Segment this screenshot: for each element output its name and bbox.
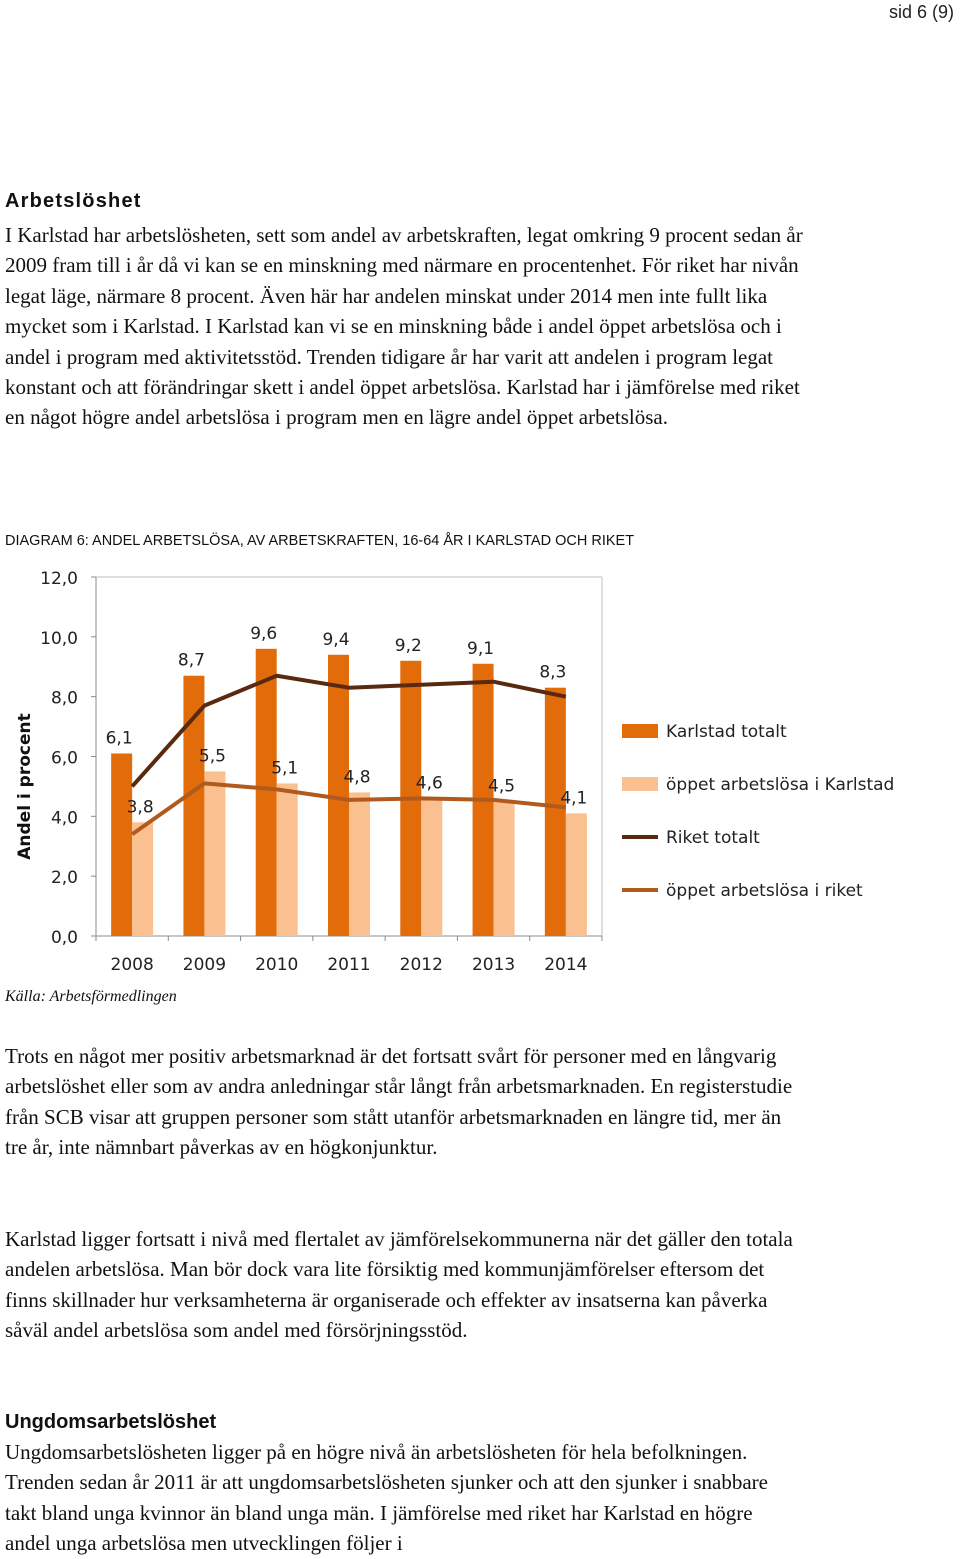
page-number: sid 6 (9) (888, 2, 954, 22)
bar-oppet-arbetslosa-karlstad (566, 813, 587, 936)
y-tick-label: 0,0 (50, 928, 78, 948)
data-label-oppet-arbetslosa-karlstad: 4,8 (343, 767, 371, 788)
x-tick-label: 2009 (182, 955, 227, 975)
legend-oppet-arbetslosa-karlstad-swatch (622, 777, 658, 791)
legend-karlstad-totalt-swatch (622, 724, 658, 738)
data-label-karlstad-totalt: 9,4 (322, 629, 350, 650)
x-tick-label: 2010 (255, 955, 299, 975)
data-label-oppet-arbetslosa-karlstad: 4,1 (560, 788, 588, 809)
bar-oppet-arbetslosa-karlstad (494, 801, 515, 936)
data-label-oppet-arbetslosa-karlstad: 3,8 (126, 797, 154, 818)
x-tick-label: 2012 (399, 955, 443, 975)
x-tick-label: 2008 (110, 955, 154, 975)
section-heading-arbetsloshet: Arbetslöshet (5, 190, 142, 212)
y-tick-label: 2,0 (50, 868, 78, 889)
x-tick-label: 2011 (327, 955, 371, 975)
figure-caption: DIAGRAM 6: ANDEL ARBETSLÖSA, AV ARBETSKRAFTEN, 16-64 ÅR I KARLSTAD OCH RIKET (5, 533, 635, 549)
unemployment-chart (0, 560, 930, 980)
section-heading-ungdom: Ungdomsarbetslöshet (5, 1411, 217, 1433)
y-tick-label: 6,0 (50, 748, 78, 769)
data-label-karlstad-totalt: 9,6 (250, 623, 278, 644)
data-label-oppet-arbetslosa-karlstad: 5,5 (198, 746, 226, 767)
bar-oppet-arbetslosa-karlstad (132, 822, 153, 936)
y-tick-label: 4,0 (50, 808, 78, 829)
bar-karlstad-totalt (545, 688, 566, 936)
bar-oppet-arbetslosa-karlstad (204, 771, 225, 936)
data-label-oppet-arbetslosa-karlstad: 4,6 (415, 773, 443, 794)
bar-oppet-arbetslosa-karlstad (277, 783, 298, 936)
data-label-karlstad-totalt: 9,1 (467, 638, 495, 659)
bar-oppet-arbetslosa-karlstad (349, 792, 370, 936)
x-tick-label: 2014 (544, 955, 588, 975)
y-tick-label: 8,0 (50, 688, 78, 709)
x-tick-label: 2013 (471, 955, 516, 975)
y-axis-title: Andel i procent (15, 713, 35, 860)
bar-oppet-arbetslosa-karlstad (421, 798, 442, 936)
data-label-karlstad-totalt: 8,7 (177, 650, 205, 671)
data-label-oppet-arbetslosa-karlstad: 4,5 (488, 776, 516, 797)
y-tick-label: 12,0 (40, 569, 78, 589)
legend-karlstad-totalt: Karlstad totalt (666, 722, 787, 742)
paragraph-arbetsloshet: I Karlstad har arbetslösheten, sett som andel av arbetskraften, legat omkring 9 procent sedan år 2009 fram till i år då vi kan se en minskning med närmare en procentenhet. För riket har nivån legat läge, närmare 8 procent. Även här har andelen minskat under 2014 men inte fullt lika mycket som i Karlstad. I Karlstad kan vi se en minskning både i andel öppet arbetslösa och i andel i program med aktivitetsstöd. Trenden tidigare år har varit att andelen i program legat konstant och att förändringar skett i andel öppet arbetslösa. Karlstad har i jämförelse med riket en något högre andel arbetslösa i program men en lägre andel öppet arbetslösa. (5, 223, 803, 430)
data-label-karlstad-totalt: 9,2 (394, 635, 422, 656)
paragraph-municipal-comparison: Karlstad ligger fortsatt i nivå med flertalet av jämförelsekommunerna när det gäller den totala andelen arbetslösa. Man bör dock vara lite försiktig med kommunjämförelser eftersom det finns skillnader hur verksamheterna är organiserade och effekter av insatserna kan påverka såväl andel arbetslösa som andel med försörjningsstöd. (5, 1227, 793, 1343)
paragraph-ungdom: Ungdomsarbetslösheten ligger på en högre nivå än arbetslösheten för hela befolkningen. Trenden sedan år 2011 är att ungdomsarbetslösheten sjunker och att den sjunker i snabbare takt bland unga kvinnor än bland unga män. I jämförelse med riket har Karlstad en högre andel unga arbetslösa men utvecklingen följer i (5, 1440, 768, 1556)
data-label-oppet-arbetslosa-karlstad: 5,1 (271, 758, 299, 779)
legend-riket-totalt: Riket totalt (666, 828, 760, 848)
figure-source: Källa: Arbetsförmedlingen (5, 988, 177, 1005)
data-label-karlstad-totalt: 8,3 (539, 662, 567, 683)
y-tick-label: 10,0 (40, 628, 78, 649)
paragraph-long-term-unemployment: Trots en något mer positiv arbetsmarknad är det fortsatt svårt för personer med en långvarig arbetslöshet eller som av andra anledningar står långt från arbetsmarknaden. En registerstudie från SCB visar att gruppen personer som stått utanför arbetsmarknaden en längre tid, mer än tre år, inte nämnbart påverkas av en högkonjunktur. (5, 1044, 793, 1160)
bar-karlstad-totalt (111, 754, 132, 936)
legend-oppet-arbetslosa-riket: öppet arbetslösa i riket (666, 881, 863, 901)
bar-karlstad-totalt (256, 649, 277, 936)
data-label-karlstad-totalt: 6,1 (105, 728, 133, 749)
legend-oppet-arbetslosa-karlstad: öppet arbetslösa i Karlstad (666, 775, 895, 795)
